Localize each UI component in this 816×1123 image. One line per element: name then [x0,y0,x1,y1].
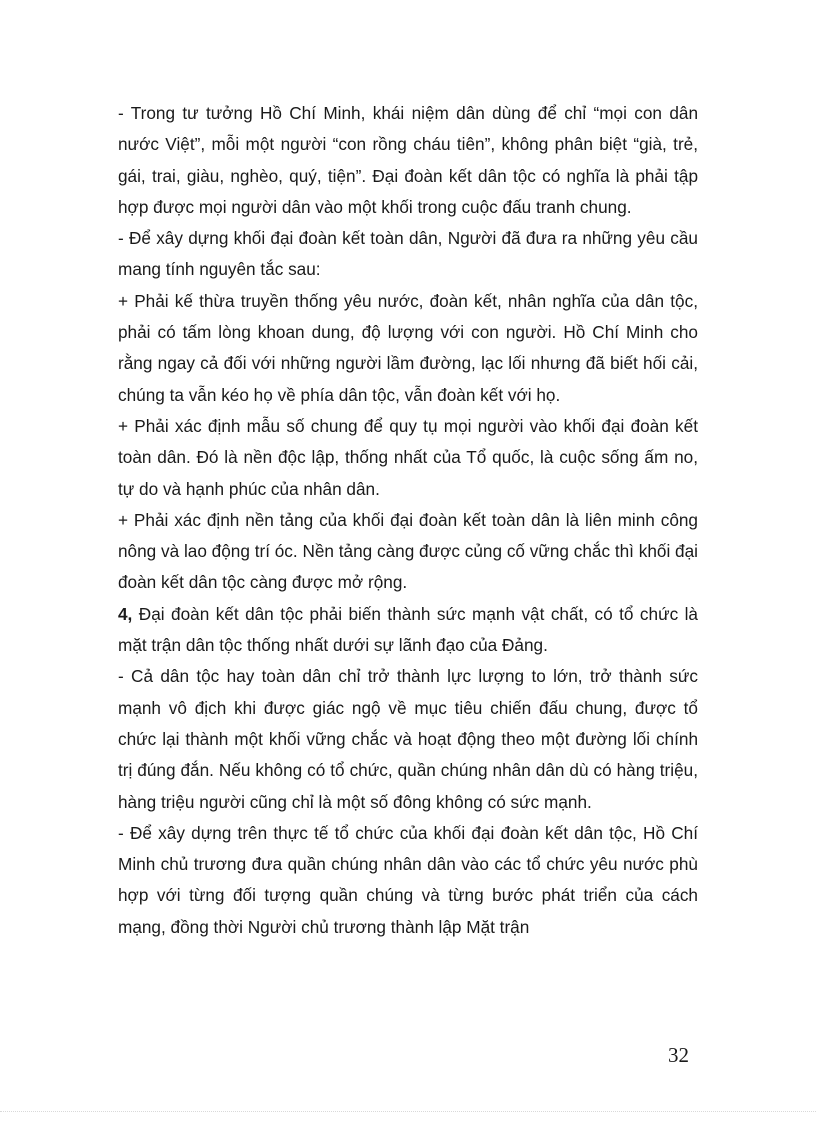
paragraph-organized-strength: - Cả dân tộc hay toàn dân chỉ trở thành lực lượng to lớn, trở thành sức mạnh vô địch khi được giác ngộ về mục tiêu chiến đấu chung, được tổ chức lại thành một khối vững chắc và hoạt động theo một đường lối chính trị đúng đắn. Nếu không có tổ chức, quần chúng nhân dân dù có hàng triệu, hàng triệu người cũng chỉ là một số đông không có sức mạnh. [118,666,698,812]
paragraph-principles-intro: - Để xây dựng khối đại đoàn kết toàn dân, Người đã đưa ra những yêu cầu mang tính nguyên tắc sau: [118,228,698,280]
body-text [118,98,698,943]
page-number: 32 [668,1043,689,1067]
paragraph-national-front: - Để xây dựng trên thực tế tổ chức của khối đại đoàn kết dân tộc, Hồ Chí Minh chủ trương đưa quần chúng nhân dân vào các tổ chức yêu nước phù hợp với từng đối tượng quần chúng và từng bước phát triển của cách mạng, đồng thời Người chủ trương thành lập Mặt trận [118,822,698,937]
section-heading-4 [118,599,698,662]
paragraph-common-denominator: + Phải xác định mẫu số chung để quy tụ mọi người vào khối đại đoàn kết toàn dân. Đó là nền độc lập, thống nhất của Tổ quốc, là cuộc sống ấm no, tự do và hạnh phúc của nhân dân. [118,415,698,499]
section-heading-text: Đại đoàn kết dân tộc phải biến thành sức mạnh vật chất, có tổ chức là mặt trận dân tộc thống nhất dưới sự lãnh đạo của Đảng. [118,603,698,656]
page-bottom-divider [0,1111,816,1112]
paragraph-worker-peasant-alliance: + Phải xác định nền tảng của khối đại đoàn kết toàn dân là liên minh công nông và lao động trí óc. Nền tảng càng được củng cố vững chắc thì khối đại đoàn kết dân tộc càng được mở rộng. [118,509,698,593]
paragraph-concept-of-people: - Trong tư tưởng Hồ Chí Minh, khái niệm dân dùng để chỉ “mọi con dân nước Việt”, mỗi một người “con rồng cháu tiên”, không phân biệt “già, trẻ, gái, trai, giàu, nghèo, quý, tiện”. Đại đoàn kết dân tộc có nghĩa là phải tập hợp được mọi người dân vào một khối trong cuộc đấu tranh chung. [118,103,698,217]
paragraph-inherit-tradition: + Phải kế thừa truyền thống yêu nước, đoàn kết, nhân nghĩa của dân tộc, phải có tấm lòng khoan dung, độ lượng với con người. Hồ Chí Minh cho rằng ngay cả đối với những người lầm đường, lạc lối nhưng đã biết hối cải, chúng ta vẫn kéo họ về phía dân tộc, vẫn đoàn kết với họ. [118,290,698,405]
section-number: 4, [118,603,133,624]
